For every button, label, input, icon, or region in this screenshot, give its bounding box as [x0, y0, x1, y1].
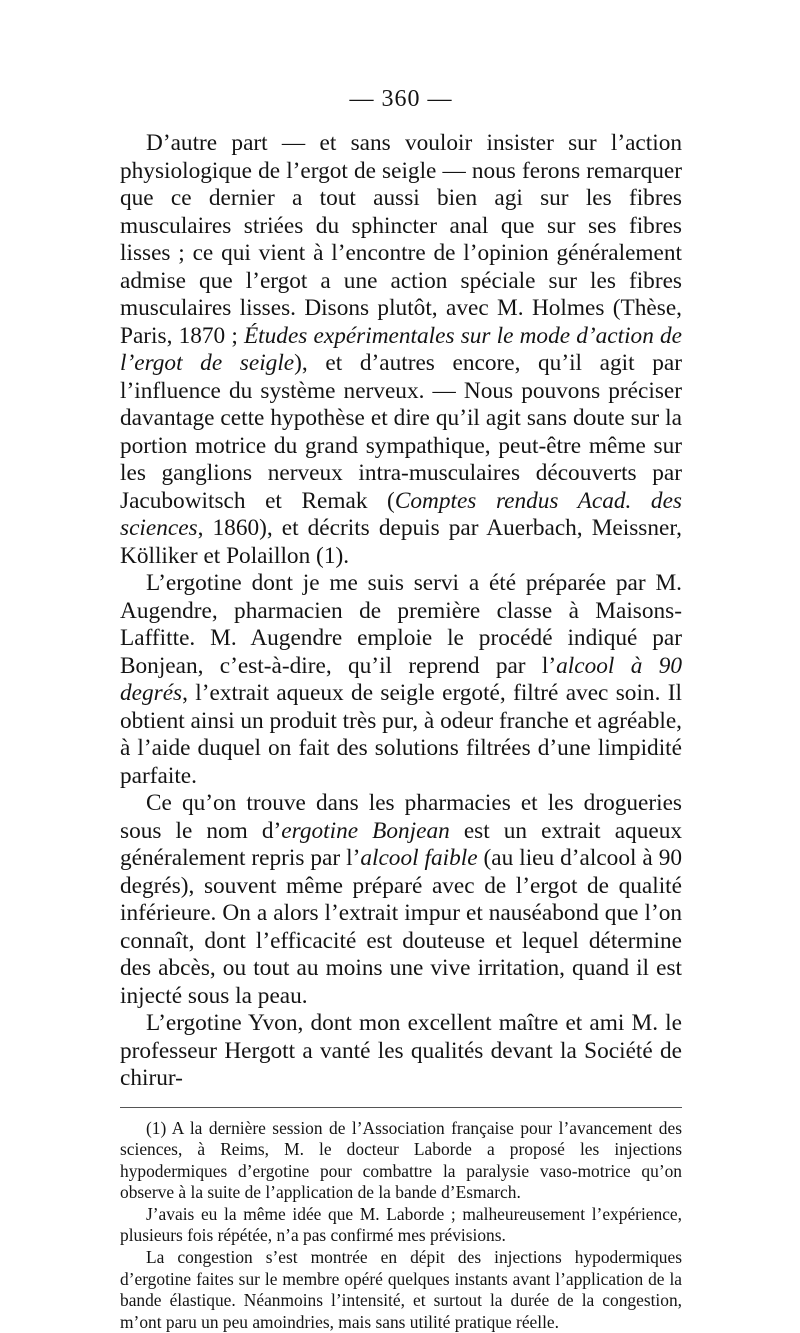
paragraph-text: , 1860), et décrits depuis par Auerbach, Meissner, Kölliker et Polaillon (1). [120, 515, 682, 569]
paragraph-ergotine-yvon [120, 1010, 682, 1093]
page-number: — 360 — [120, 0, 682, 130]
paragraph-text: L’ergotine Yvon, dont mon excellent maître et ami M. le professeur Hergott a vanté les qualités devant la Société de chirur- [120, 1010, 682, 1091]
footnote-continuation: La congestion s’est montrée en dépit des injections hypodermiques d’ergotine faites sur le membre opéré quelques instants avant l’application de la bande élastique. Néanmoins l’intensité, et surtout la durée de la congestion, m’ont paru un peu amoindries, mais sans utilité pratique réelle. [120, 1247, 682, 1333]
paragraph-text: Ce qu’on trouve dans les pharmacies et les drogueries sous le nom d’ [120, 790, 682, 844]
body-text [120, 130, 682, 1093]
paragraph-pharmacy-ergotine [120, 790, 682, 1010]
italic-term: alcool à 90 degrés [120, 653, 682, 707]
italic-title: Comptes rendus Acad. des sciences [120, 488, 682, 542]
paragraph-text: , l’extrait aqueux de seigle ergoté, filtré avec soin. Il obtient ainsi un produit très pur, à odeur franche et agréable, à l’aide duquel on fait des solutions filtrées d’une limpidité parfaite. [120, 680, 682, 789]
paragraph-text: ), et d’autres encore, qu’il agit par l’influence du système nerveux. — Nous pouvons préciser davantage cette hypothèse et dire qu’il agit sans doute sur la portion motrice du grand sympathique, peut-être même sur les ganglions nerveux intra-musculaires découverts par Jacubowitsch et Remak ( [120, 350, 682, 514]
paragraph-text: D’autre part — et sans vouloir insister sur l’action physiologique de l’ergot de seigle — nous ferons remarquer que ce dernier a tout aussi bien agi sur les fibres musculaires striées du sphincter anal que sur ses fibres lisses ; ce qui vient à l’encontre de l’opinion généralement admise que l’ergot a une action spéciale sur les fibres musculaires lisses. Disons plutôt, avec M. Holmes (Thèse, Paris, 1870 ; [120, 130, 682, 349]
paragraph-ergotine-preparation [120, 570, 682, 790]
paragraph-text: (au lieu d’alcool à 90 degrés), souvent même préparé avec de l’ergot de qualité inférieure. On a alors l’extrait impur et nauséabond que l’on connaît, dont l’efficacité est douteuse et lequel détermine des abcès, ou tout au moins une vive irritation, quand il est injecté sous la peau. [120, 845, 682, 1009]
italic-title: Études expérimentales sur le mode d’action de l’ergot de seigle [120, 323, 682, 377]
footnotes [120, 1118, 682, 1333]
footnote-1: (1) A la dernière session de l’Association française pour l’avancement des sciences, à Reims, M. le docteur Laborde a proposé les injections hypodermiques d’ergotine pour combattre la paralysie vaso-motrice qu’on observe à la suite de l’application de la bande d’Esmarch. [120, 1118, 682, 1204]
paragraph-text: est un extrait aqueux généralement repris par l’ [120, 818, 682, 872]
paragraph-text: L’ergotine dont je me suis servi a été préparée par M. Augendre, pharmacien de première classe à Maisons-Laffitte. M. Augendre emploie le procédé indiqué par Bonjean, c’est-à-dire, qu’il reprend par l’ [120, 570, 682, 679]
footnote-divider [120, 1107, 682, 1108]
italic-term: ergotine Bonjean [281, 818, 449, 844]
italic-term: alcool faible [360, 845, 477, 871]
footnote-continuation: J’avais eu la même idée que M. Laborde ; malheureusement l’expérience, plusieurs fois répétée, n’a pas confirmé mes prévisions. [120, 1204, 682, 1247]
paragraph-ergot-action [120, 130, 682, 570]
